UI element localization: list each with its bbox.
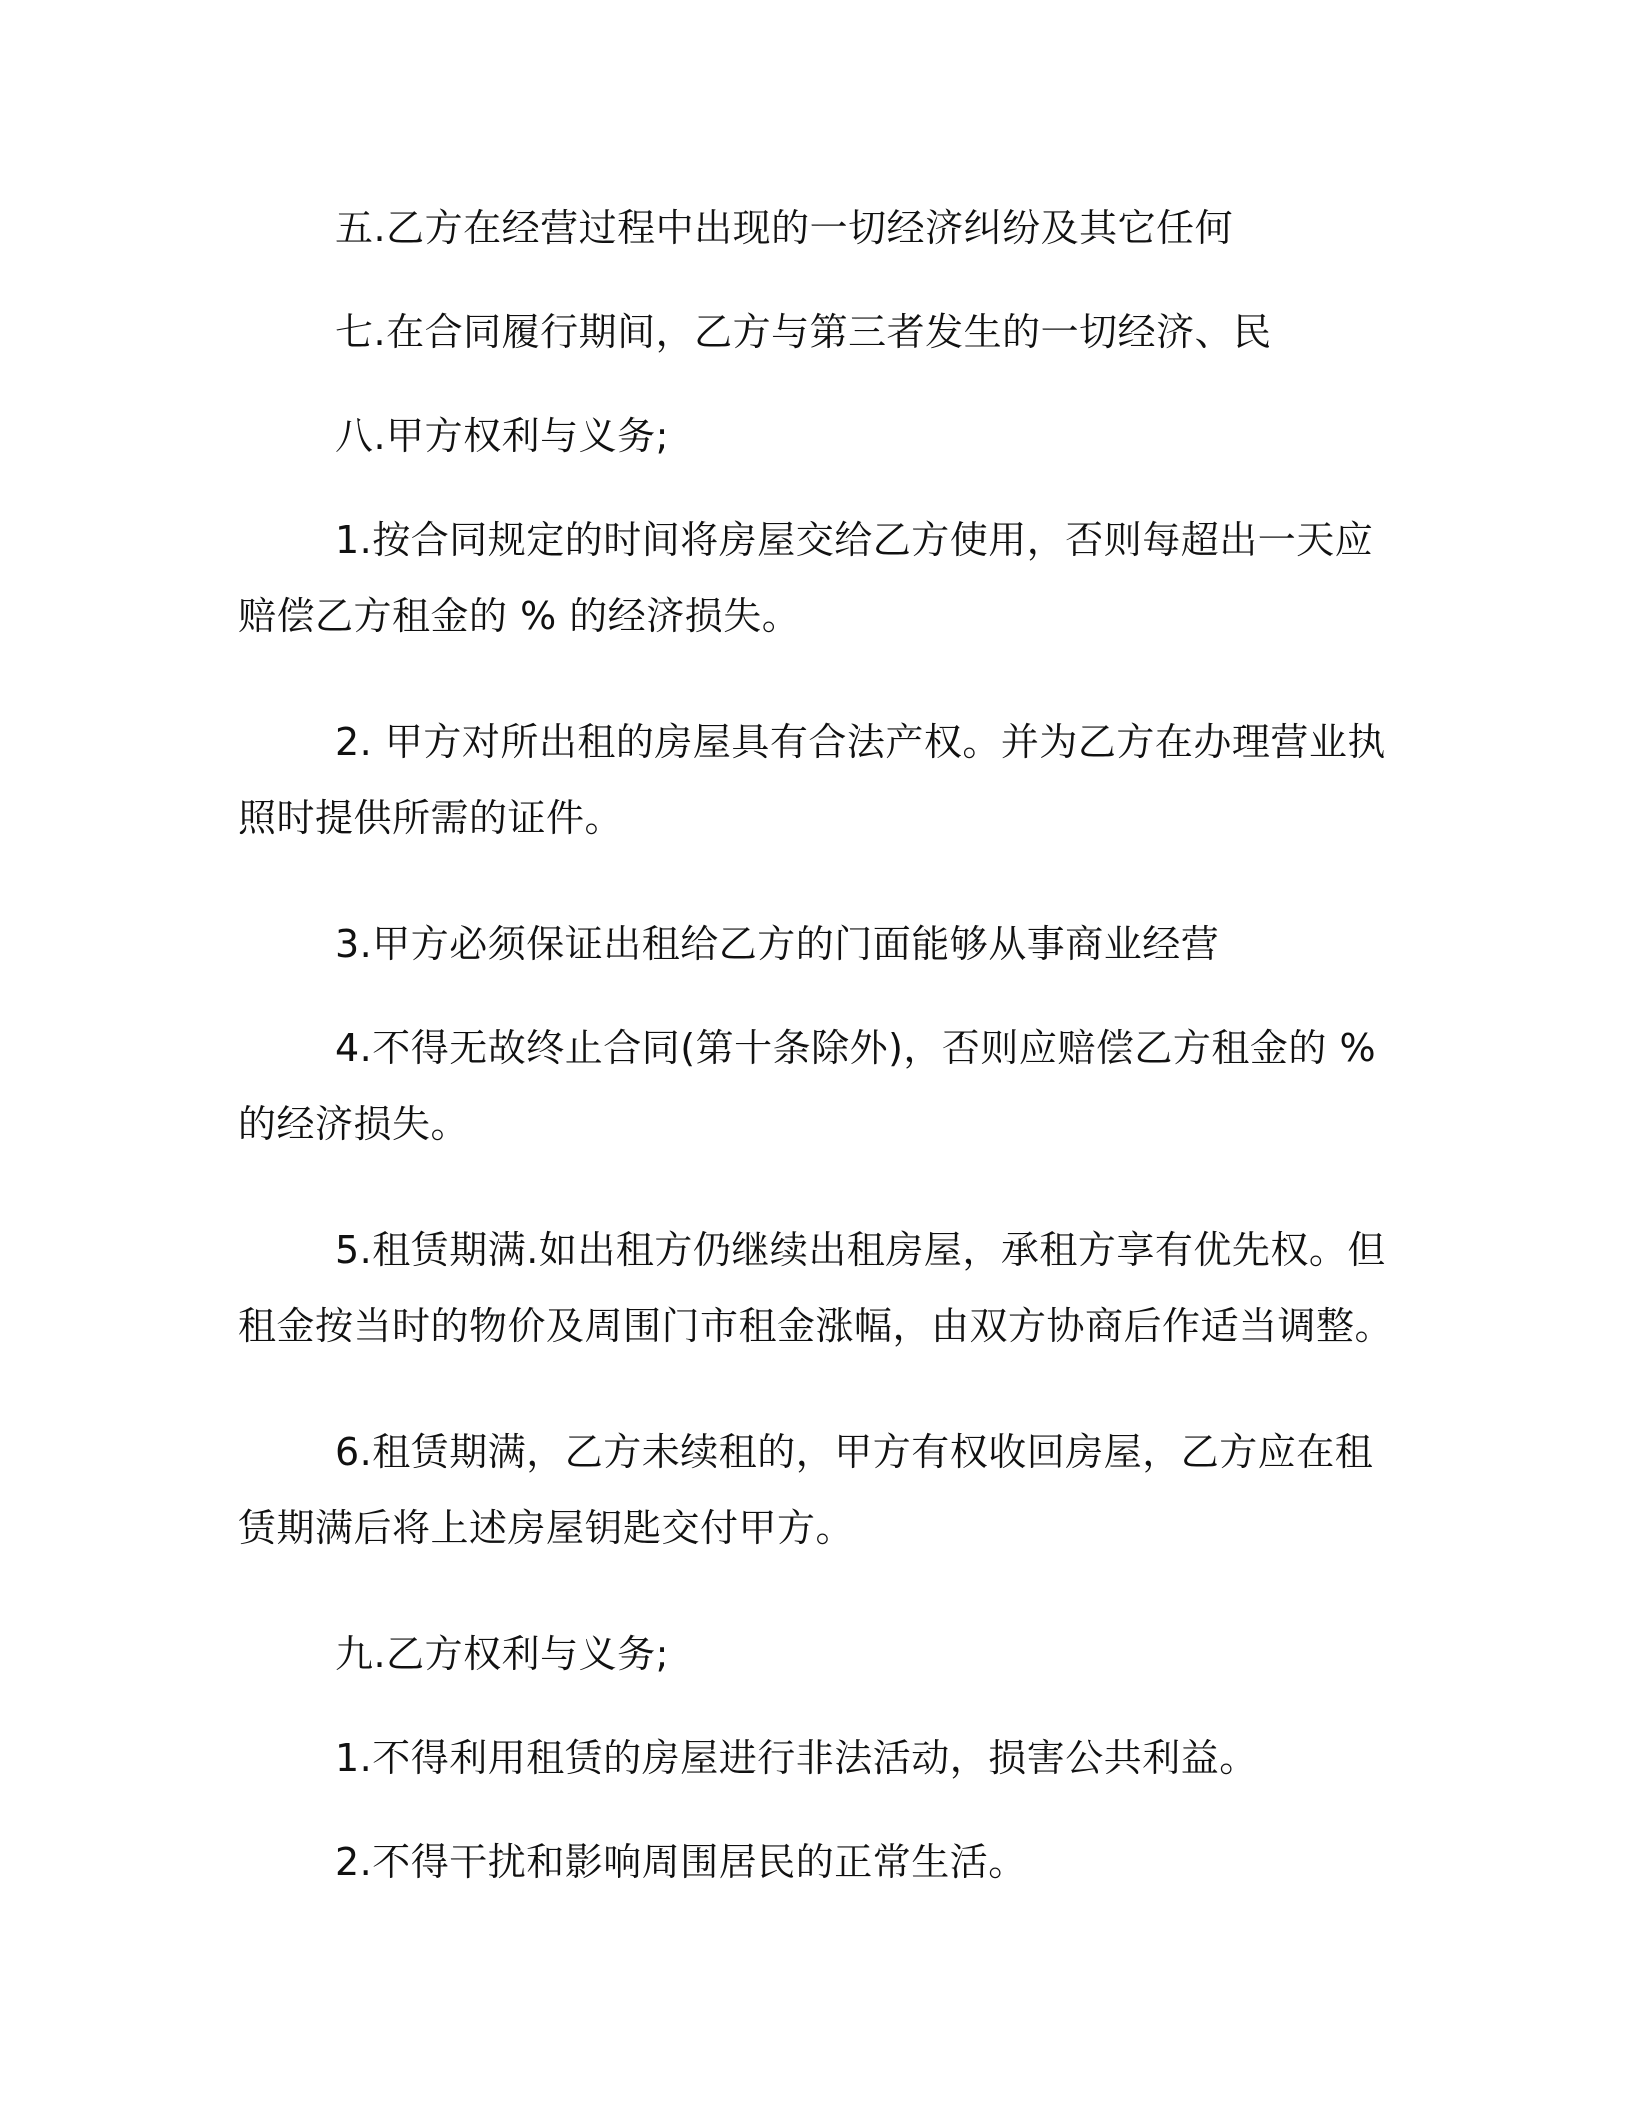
party-a-item-5: 5.租赁期满.如出租方仍继续出租房屋，承租方享有优先权。但租金按当时的物价及周围门市租金涨幅，由双方协商后作适当调整。 <box>238 1228 1394 1348</box>
section-party-b-heading: 九.乙方权利与义务; <box>335 1632 669 1676</box>
party-a-item-3: 3.甲方必须保证出租给乙方的门面能够从事商业经营 <box>335 922 1220 966</box>
party-b-item-1: 1.不得利用租赁的房屋进行非法活动，损害公共利益。 <box>335 1736 1258 1780</box>
party-a-item-4: 4.不得无故终止合同(第十条除外)，否则应赔偿乙方租金的 %的经济损失。 <box>238 1026 1377 1146</box>
clause-five: 五.乙方在经营过程中出现的一切经济纠纷及其它任何 <box>335 206 1234 250</box>
party-a-item-2: 2. 甲方对所出租的房屋具有合法产权。并为乙方在办理营业执照时提供所需的证件。 <box>238 720 1386 840</box>
section-party-a-heading: 八.甲方权利与义务; <box>335 414 669 458</box>
party-a-item-1: 1.按合同规定的时间将房屋交给乙方使用，否则每超出一天应赔偿乙方租金的 % 的经济损失。 <box>238 518 1374 638</box>
document-body <box>238 190 1398 1928</box>
party-a-item-6: 6.租赁期满，乙方未续租的，甲方有权收回房屋，乙方应在租赁期满后将上述房屋钥匙交付甲方。 <box>238 1430 1374 1550</box>
party-b-item-2: 2.不得干扰和影响周围居民的正常生活。 <box>335 1840 1027 1884</box>
clause-seven: 七.在合同履行期间，乙方与第三者发生的一切经济、民 <box>335 310 1272 354</box>
